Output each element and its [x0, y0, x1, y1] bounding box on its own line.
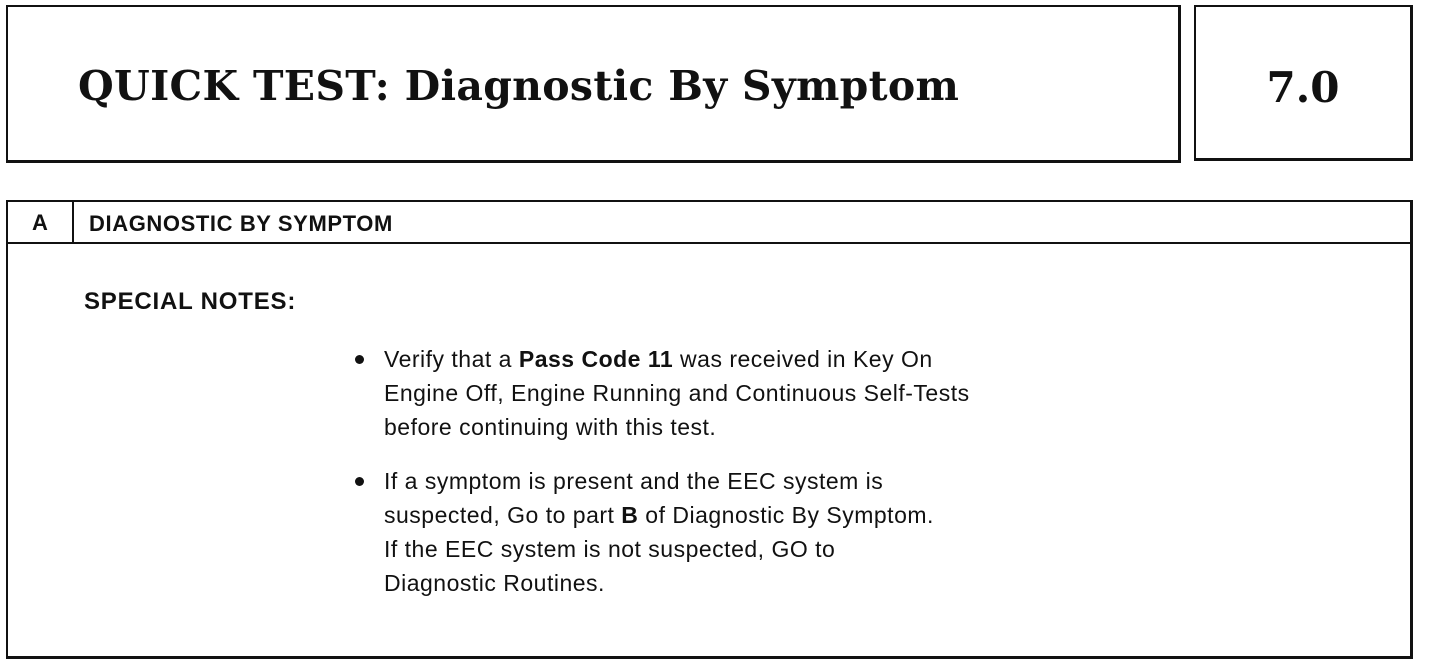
note-text: Verify that a	[384, 346, 519, 372]
section-number: 7.0	[1266, 63, 1340, 112]
special-note	[352, 342, 1112, 444]
panel-title: DIAGNOSTIC BY SYMPTOM	[89, 211, 393, 236]
part-b-emphasis: B	[621, 502, 639, 528]
special-notes-heading: SPECIAL NOTES:	[84, 288, 297, 315]
step-letter: A	[8, 202, 74, 242]
note-line	[384, 498, 1112, 532]
note-line	[384, 342, 1112, 376]
note-line: If the EEC system is not suspected, GO to	[384, 536, 836, 562]
note-text: was received in Key On	[673, 346, 933, 372]
note-line: If a symptom is present and the EEC system is	[384, 468, 884, 494]
special-note	[352, 464, 1112, 600]
bullet-icon	[355, 477, 364, 486]
note-line: before continuing with this test.	[384, 414, 717, 440]
pass-code-emphasis: Pass Code 11	[518, 346, 674, 372]
title-box	[6, 5, 1181, 163]
note-line: Engine Off, Engine Running and Continuous Self-Tests	[384, 380, 970, 406]
page-title: QUICK TEST: Diagnostic By Symptom	[78, 62, 960, 110]
section-number-box	[1194, 5, 1413, 161]
note-text: of Diagnostic By Symptom.	[638, 502, 934, 528]
note-line: Diagnostic Routines.	[384, 570, 605, 596]
special-notes-list	[352, 342, 1112, 620]
note-text: suspected, Go to part	[384, 502, 622, 528]
panel-header	[8, 202, 1410, 244]
bullet-icon	[355, 355, 364, 364]
diagnostic-panel	[6, 200, 1413, 659]
